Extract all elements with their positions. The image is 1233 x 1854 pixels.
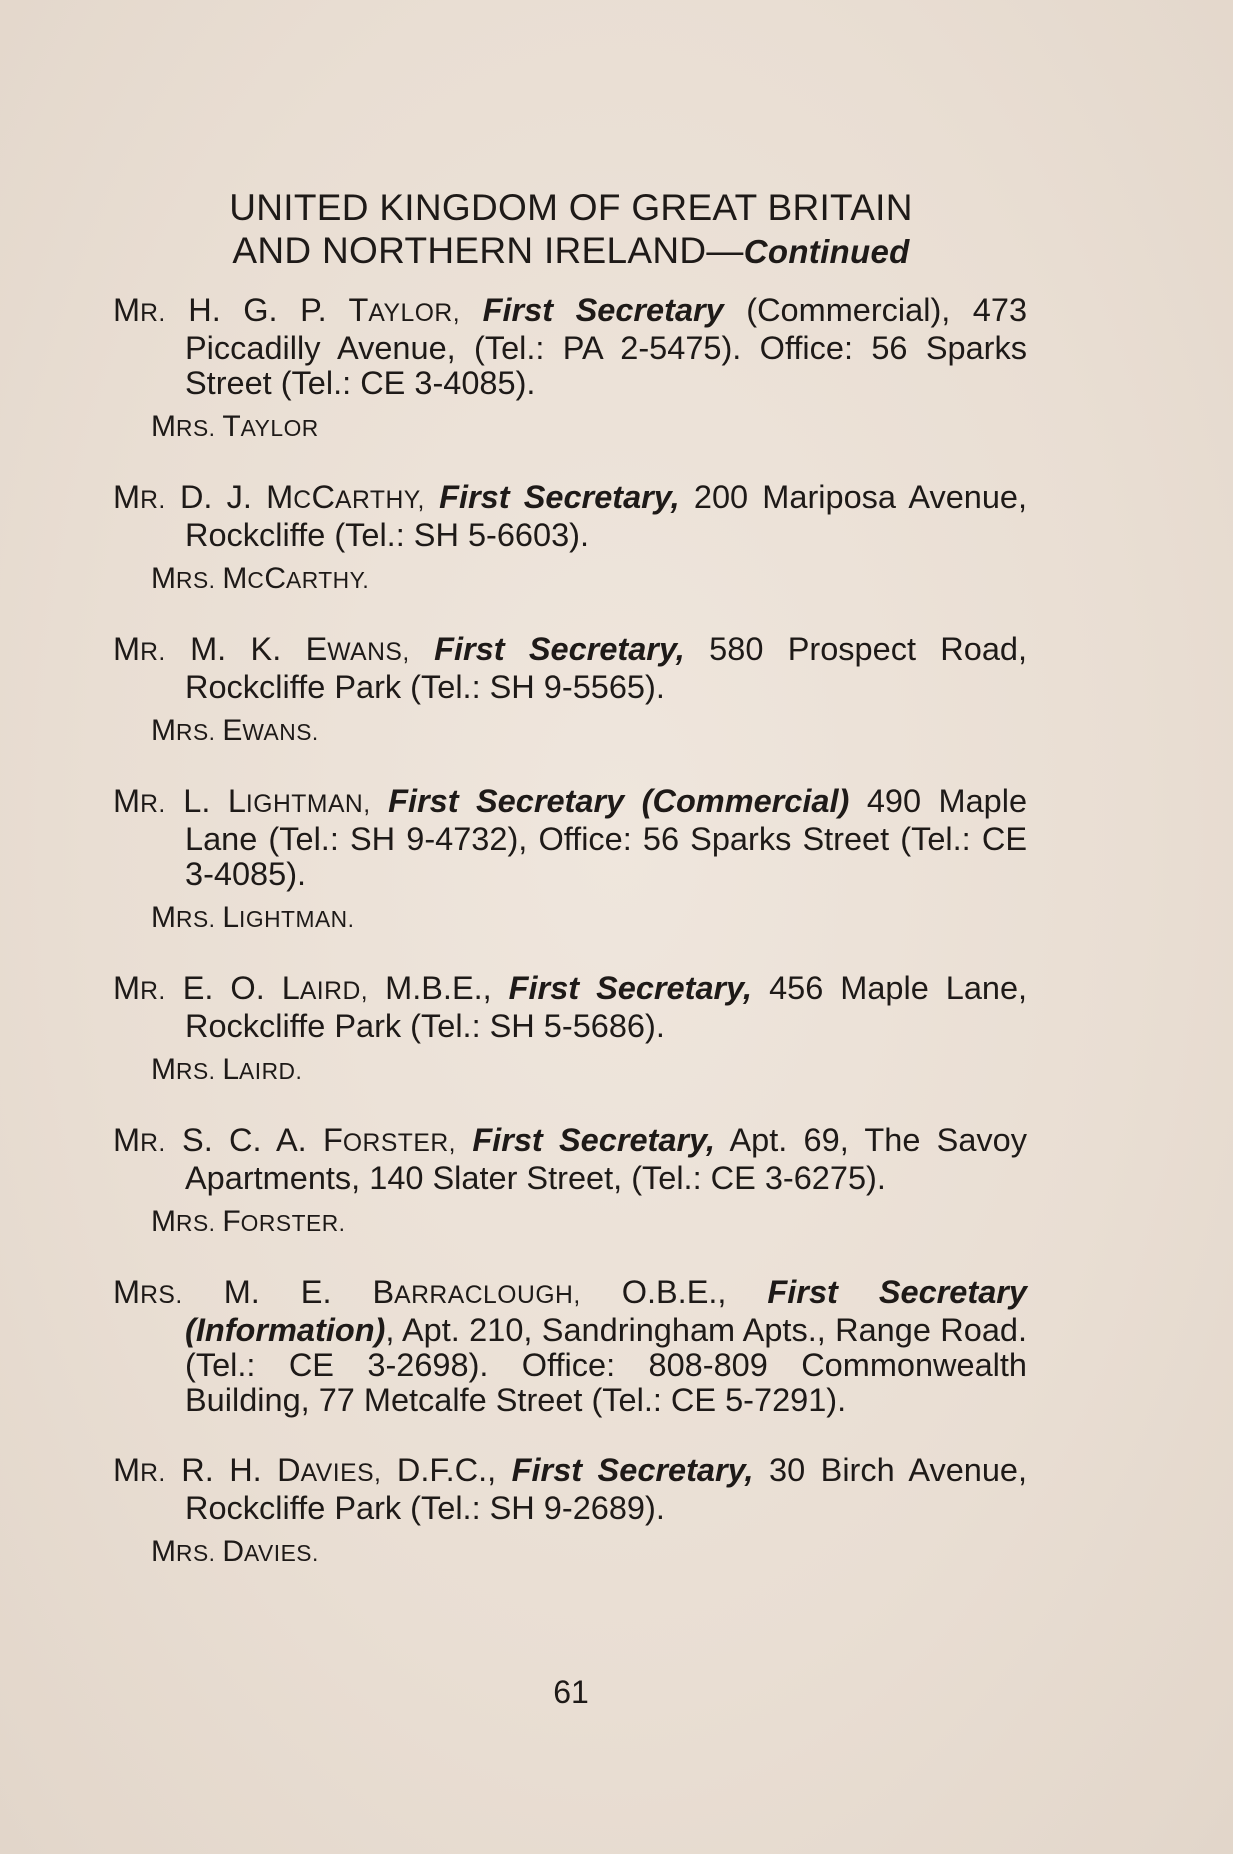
entry-details: 490 Maple Lane (Tel.: SH 9-4732), Office: 56 Sparks Street (Tel.: CE 3-4085). bbox=[185, 783, 1028, 892]
spouse-name: MRS. LIGHTMAN. bbox=[151, 901, 355, 934]
entry-details: 200 Mariposa Avenue, Rockcliffe (Tel.: SH 5-6603). bbox=[185, 479, 1028, 553]
initials: D. J. bbox=[179, 479, 252, 515]
position-title: First Secretary, bbox=[434, 631, 685, 667]
postnominal: O.B.E., bbox=[621, 1274, 727, 1310]
position-title: First Secretary (Information) bbox=[185, 1274, 1027, 1348]
entry-details: , Apt. 210, Sandringham Apts., Range Road. (Tel.: CE 3-2698). Office: 808-809 Commonwealth Building, 77 Metcalfe Street (Tel.: CE 5-7291). bbox=[185, 1312, 1027, 1418]
staff-entry bbox=[113, 971, 1027, 1088]
staff-entry bbox=[113, 1123, 1027, 1240]
staff-entry bbox=[113, 784, 1027, 936]
staff-entry bbox=[113, 632, 1027, 749]
entry-text bbox=[113, 293, 1027, 401]
spouse-name: MRS. TAYLOR bbox=[151, 410, 319, 443]
surname: DAVIES, bbox=[277, 1452, 382, 1488]
heading-continued: Continued bbox=[743, 233, 910, 270]
initials: M. K. bbox=[190, 631, 282, 667]
initials: R. H. bbox=[181, 1452, 262, 1488]
honorific: MR. bbox=[113, 970, 166, 1006]
heading-line-2-text: AND NORTHERN IRELAND— bbox=[232, 230, 744, 271]
initials: M. E. bbox=[223, 1274, 332, 1310]
position-title: First Secretary, bbox=[472, 1122, 715, 1158]
surname: LIGHTMAN, bbox=[227, 783, 371, 819]
honorific: MR. bbox=[113, 1452, 166, 1488]
surname: EWANS, bbox=[305, 631, 410, 667]
spouse-name: MRS. EWANS. bbox=[151, 714, 319, 747]
position-title: First Secretary, bbox=[511, 1452, 754, 1488]
surname: BARRACLOUGH, bbox=[372, 1274, 581, 1310]
spouse-name: MRS. LAIRD. bbox=[151, 1053, 303, 1086]
entry-details: Apt. 69, The Savoy Apartments, 140 Slater Street, (Tel.: CE 3-6275). bbox=[185, 1122, 1028, 1196]
entry-text bbox=[113, 1123, 1027, 1196]
initials: H. G. P. bbox=[188, 292, 327, 328]
section-heading bbox=[0, 186, 1142, 273]
staff-entry bbox=[113, 480, 1027, 597]
spouse-name: MRS. FORSTER. bbox=[151, 1205, 346, 1238]
entry-details: (Commercial), 473 Piccadilly Avenue, (Tel.: PA 2-5475). Office: 56 Sparks Street (Tel.: CE 3-4085). bbox=[185, 292, 1028, 401]
spouse-name: MRS. MCCARTHY. bbox=[151, 562, 370, 595]
page-number: 61 bbox=[553, 1674, 589, 1710]
entry-details: 456 Maple Lane, Rockcliffe Park (Tel.: SH 5-5686). bbox=[185, 970, 1028, 1044]
entry-text bbox=[113, 971, 1027, 1044]
honorific: MR. bbox=[113, 631, 166, 667]
honorific: MRS. bbox=[113, 1274, 183, 1310]
position-title: First Secretary, bbox=[439, 479, 680, 515]
honorific: MR. bbox=[113, 1122, 166, 1158]
heading-line-1: UNITED KINGDOM OF GREAT BRITAIN bbox=[229, 187, 913, 228]
initials: E. O. bbox=[182, 970, 265, 1006]
heading-line-2 bbox=[0, 229, 1142, 273]
initials: L. bbox=[183, 783, 211, 819]
position-title: First Secretary, bbox=[508, 970, 753, 1006]
staff-list bbox=[113, 293, 1027, 1605]
staff-entry bbox=[113, 1275, 1027, 1418]
initials: S. C. A. bbox=[182, 1122, 307, 1158]
honorific: MR. bbox=[113, 292, 166, 328]
staff-entry bbox=[113, 293, 1027, 445]
surname: TAYLOR, bbox=[348, 292, 461, 328]
position-title: First Secretary (Commercial) bbox=[388, 783, 850, 819]
entry-text bbox=[113, 632, 1027, 705]
surname: LAIRD, bbox=[281, 970, 369, 1006]
staff-entry bbox=[113, 1453, 1027, 1570]
postnominal: M.B.E., bbox=[385, 970, 492, 1006]
surname: MCCARTHY, bbox=[266, 479, 425, 515]
honorific: MR. bbox=[113, 783, 166, 819]
entry-text bbox=[113, 480, 1027, 553]
entry-text bbox=[113, 1453, 1027, 1526]
entry-text bbox=[113, 1275, 1027, 1418]
surname: FORSTER, bbox=[322, 1122, 457, 1158]
entry-details: 580 Prospect Road, Rockcliffe Park (Tel.: SH 9-5565). bbox=[185, 631, 1028, 705]
entry-text bbox=[113, 784, 1027, 892]
position-title: First Secretary bbox=[482, 292, 724, 328]
postnominal: D.F.C., bbox=[396, 1452, 497, 1488]
entry-details: 30 Birch Avenue, Rockcliffe Park (Tel.: SH 9-2689). bbox=[185, 1452, 1028, 1526]
spouse-name: MRS. DAVIES. bbox=[151, 1535, 319, 1568]
honorific: MR. bbox=[113, 479, 166, 515]
